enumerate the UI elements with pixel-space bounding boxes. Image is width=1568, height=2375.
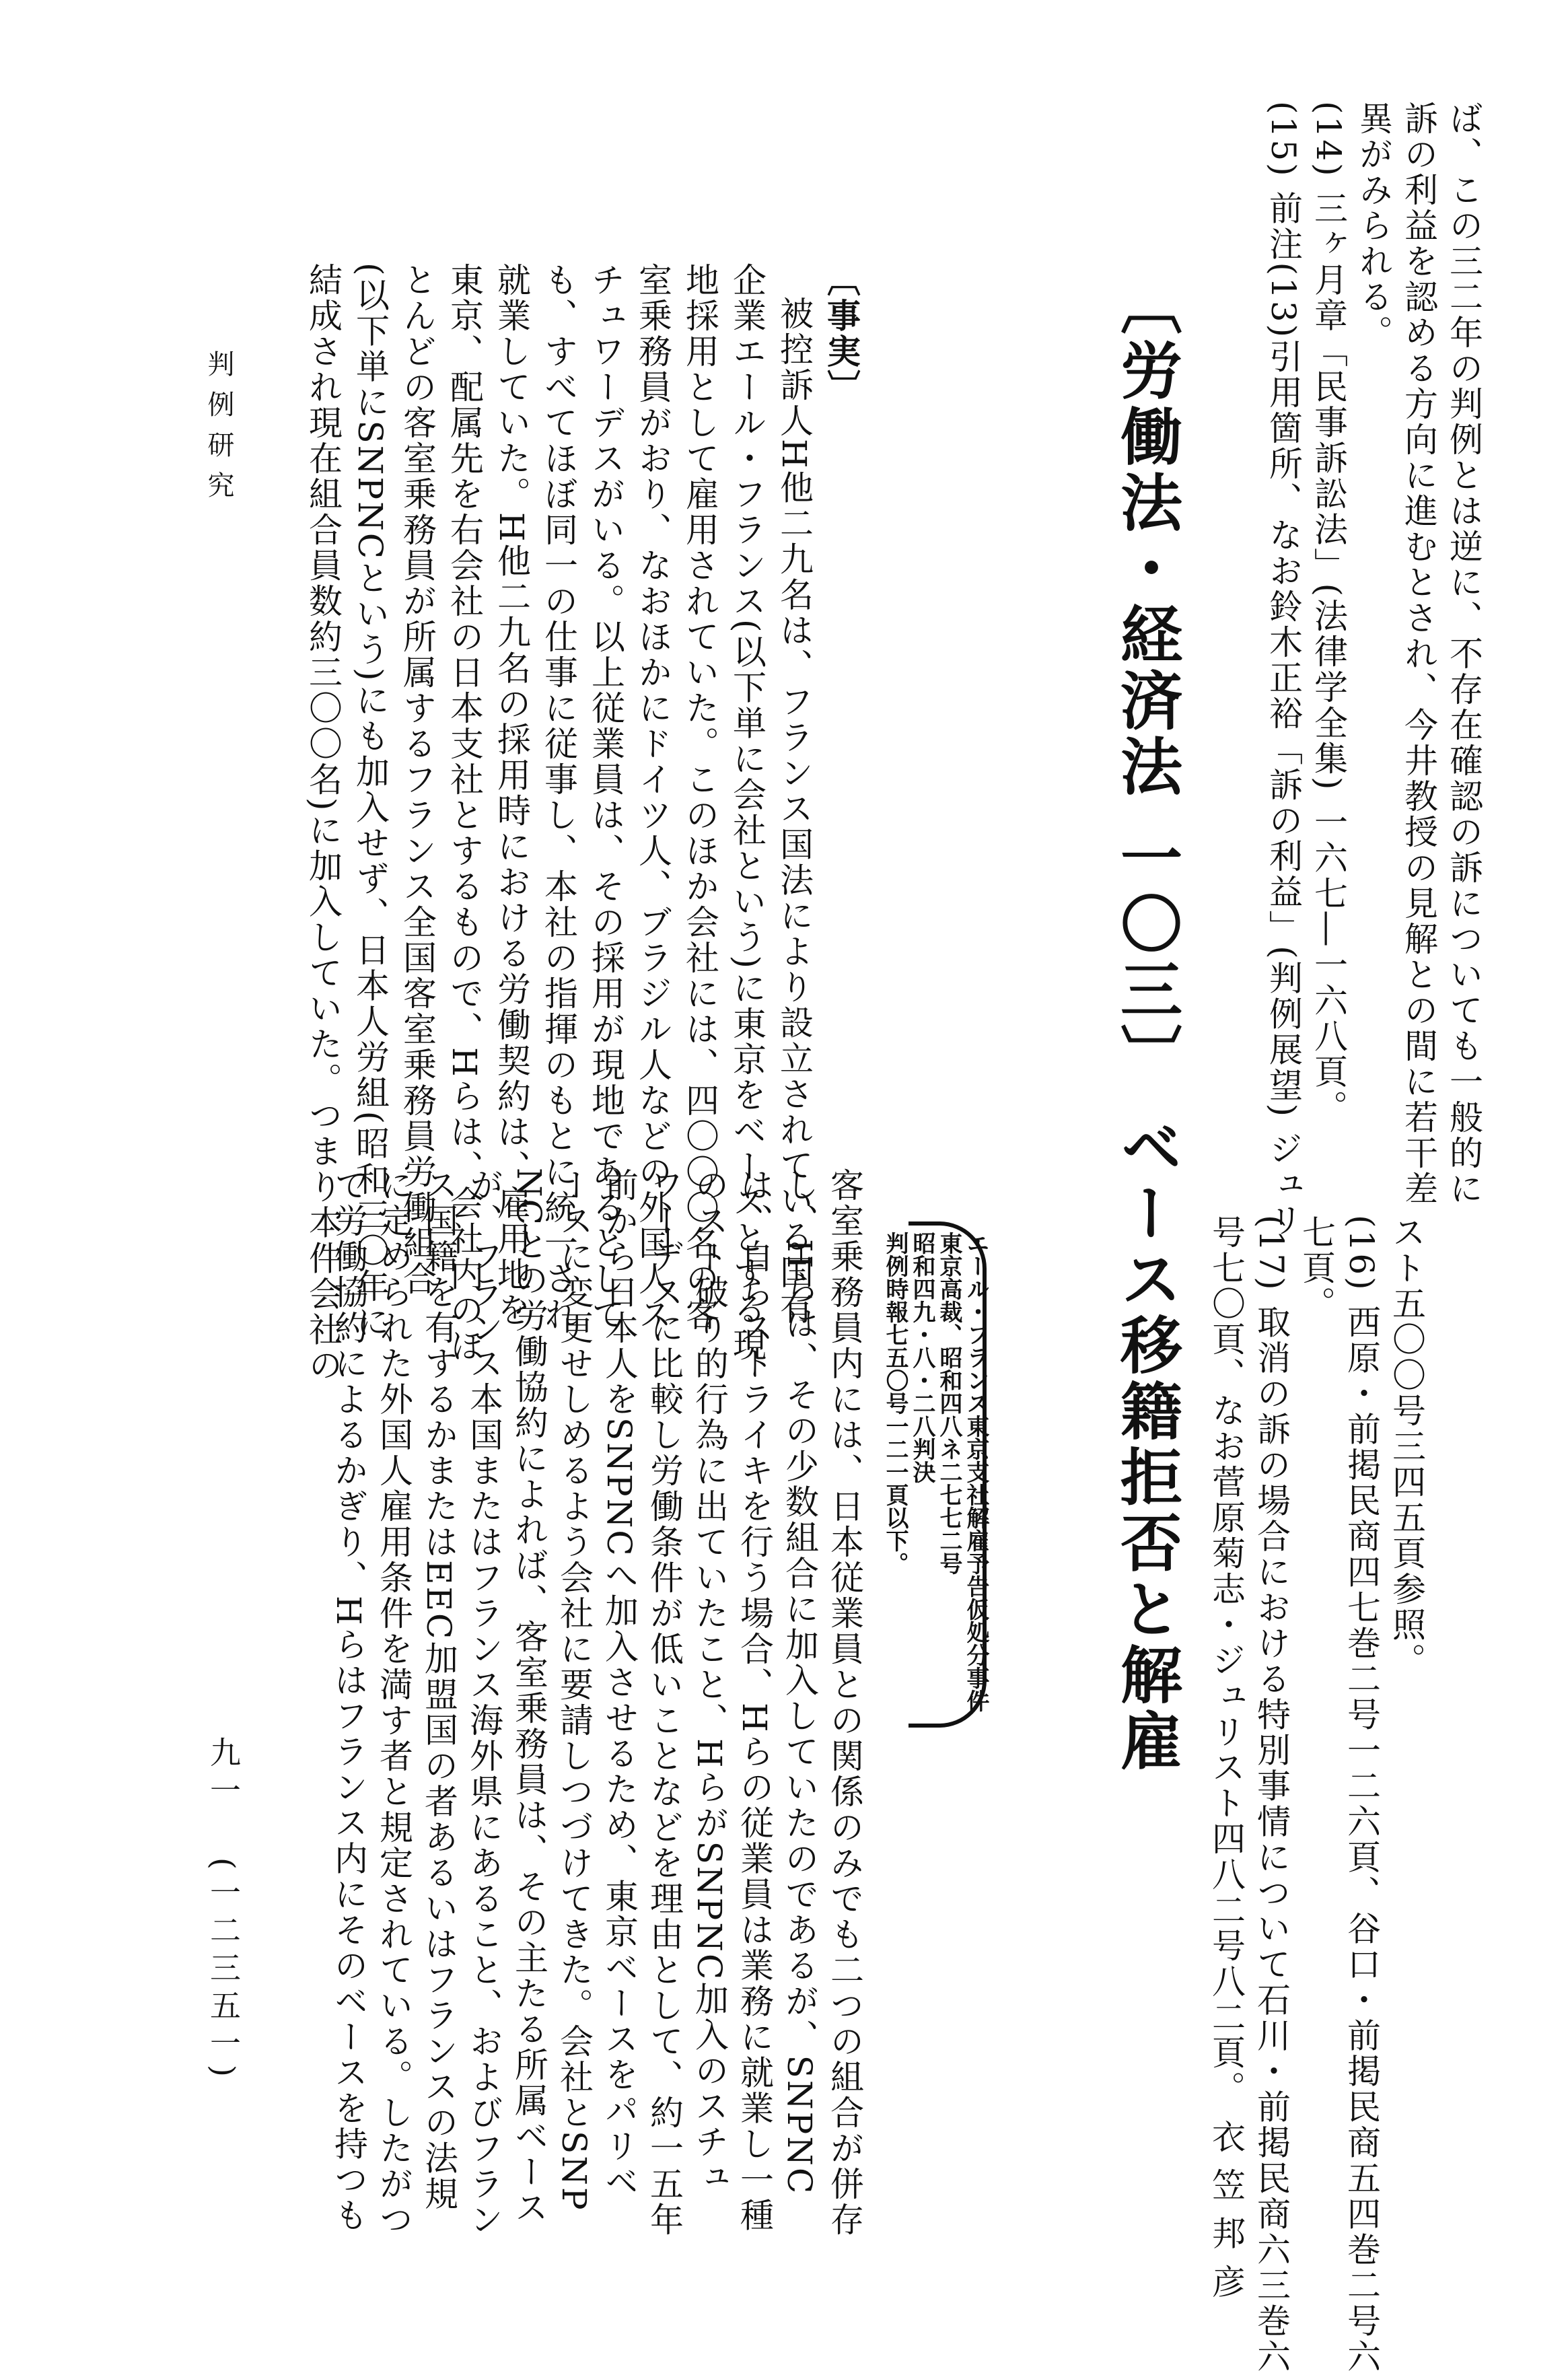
facts-line: ス国籍を有するかまたはEEC加盟国の者あるいはフランスの法規 — [419, 1168, 458, 2212]
facts-line: (以下単にSNPNCという)にも加入せず、日本人労組(昭和三〇年に — [351, 262, 390, 1341]
upper-note-line: ば、この三二年の判例とは逆に、不存在確認の訴についても一般的に — [1444, 101, 1483, 1207]
facts-line: 前から日本人をSNPNCへ加入させるため、東京ベースをパリベ — [600, 1168, 639, 2200]
facts-line: 地採用として雇用されていた。このほか会社には、四〇〇〇名の客 — [680, 262, 719, 1333]
lower-note-line: 号七〇頁、なお菅原菊志・ジュリスト四八二号八二頁。 衣 笠 邦 彦 — [1207, 1215, 1246, 2300]
facts-line: し、Hらは、その少数組合に加入していたのであるが、SNPNC — [780, 1168, 819, 2196]
page-total: (一二三五一) — [205, 1857, 242, 2084]
facts-line: 客室乗務員内には、日本従業員との関係のみでも二つの組合が併存 — [825, 1168, 864, 2238]
page-number: 九一 — [205, 1736, 242, 1812]
facts-line: が、フランス本国またはフランス海外県にあること、およびフラン — [464, 1168, 503, 2238]
upper-note-line: (14) 三ヶ月章「民事訴訟法」(法律学全集) 一六七―一六八頁。 — [1309, 101, 1348, 1126]
facts-line: に定められた外国人雇用条件を満す者と規定されている。したがつ — [374, 1168, 413, 2238]
upper-note-line: 異がみられる。 — [1354, 101, 1393, 351]
upper-note-line: 訴の利益を認める方向に進むとされ、今井教授の見解との間に若干差 — [1399, 101, 1438, 1207]
facts-line: て労働協約によるかぎり、Hらはフランス内にそのベースを持つも — [329, 1168, 368, 2234]
facts-line: チュワーデスがいる。以上従業員は、その採用が現地であるとして — [586, 262, 625, 1333]
facts-line: のスト破り的行為に出ていたこと、HらがSNPNC加入のスチュ — [690, 1168, 729, 2196]
case-info-line: 判例時報七五〇号一二一頁以下。 — [882, 1232, 908, 1575]
lower-note-line: スト五〇〇号三四五頁参照。 — [1387, 1215, 1426, 1678]
facts-line: 就業していた。H他二九名の採用時における労働契約は、雇用地を — [492, 262, 531, 1328]
lower-note-line: (17) 取消の訴の場合における特別事情について石川・前掲民商六三巻六 — [1252, 1215, 1291, 2375]
facts-line: も、すべてほぼ同一の仕事に従事し、本社の指揮のもとに統一され — [539, 262, 578, 1333]
journal-name: 判例研究 — [203, 350, 234, 511]
facts-line: は、自らストライキを行う場合、Hらの従業員は業務に就業し一種 — [735, 1168, 774, 2234]
facts-line: 企業エール・フランス(以下単に会社という)に東京をベースとする現 — [727, 262, 767, 1363]
facts-line: ワーデスに比較し労働条件が低いことなどを理由として、約一五年 — [645, 1168, 684, 2238]
case-info-line: エール・フランス東京支社解雇予告仮処分事件 — [962, 1232, 989, 1712]
facts-heading: 〔事実〕 — [822, 262, 861, 405]
lower-note-line: 七頁。 — [1297, 1215, 1336, 1322]
facts-line: 東京、配属先を右会社の日本支社とするもので、Hらは、会社内のほ — [445, 262, 484, 1364]
facts-line: NCとの労働協約によれば、客室乗務員は、その主たる所属ベース — [509, 1168, 548, 2226]
upper-note-line: (15) 前注(13)引用箇所、なお鈴木正裕「訴の利益」(判例展望) ジュリ — [1264, 101, 1303, 1239]
case-info-line: 昭和四九・八・二八判決 — [908, 1232, 935, 1483]
facts-line: 被控訴人H他二九名は、フランス国法により設立されている国有 — [775, 296, 814, 1326]
case-info-line: 東京高裁、昭和四八ネ二七七二号 — [935, 1232, 962, 1575]
lower-note-line: (16) 西原・前掲民商四七巻二号一二六頁、谷口・前掲民商五四巻二号六 — [1342, 1215, 1381, 2375]
facts-line: とんどの客室乗務員が所属するフランス全国客室乗務員労働組合 — [398, 262, 437, 1297]
article-title: 〔労働法・経済法 一〇三〕 ベース移籍拒否と解雇 — [1110, 273, 1183, 1775]
facts-line: ースに変更せしめるよう会社に要請しつづけてきた。会社とSNP — [555, 1168, 594, 2212]
facts-line: 室乗務員がおり、なおほかにドイツ人、ブラジル人などの外国人ス — [633, 262, 672, 1333]
facts-line: 結成され現在組合員数約三〇〇名)に加入していた。つまり本件会社の — [304, 262, 343, 1384]
